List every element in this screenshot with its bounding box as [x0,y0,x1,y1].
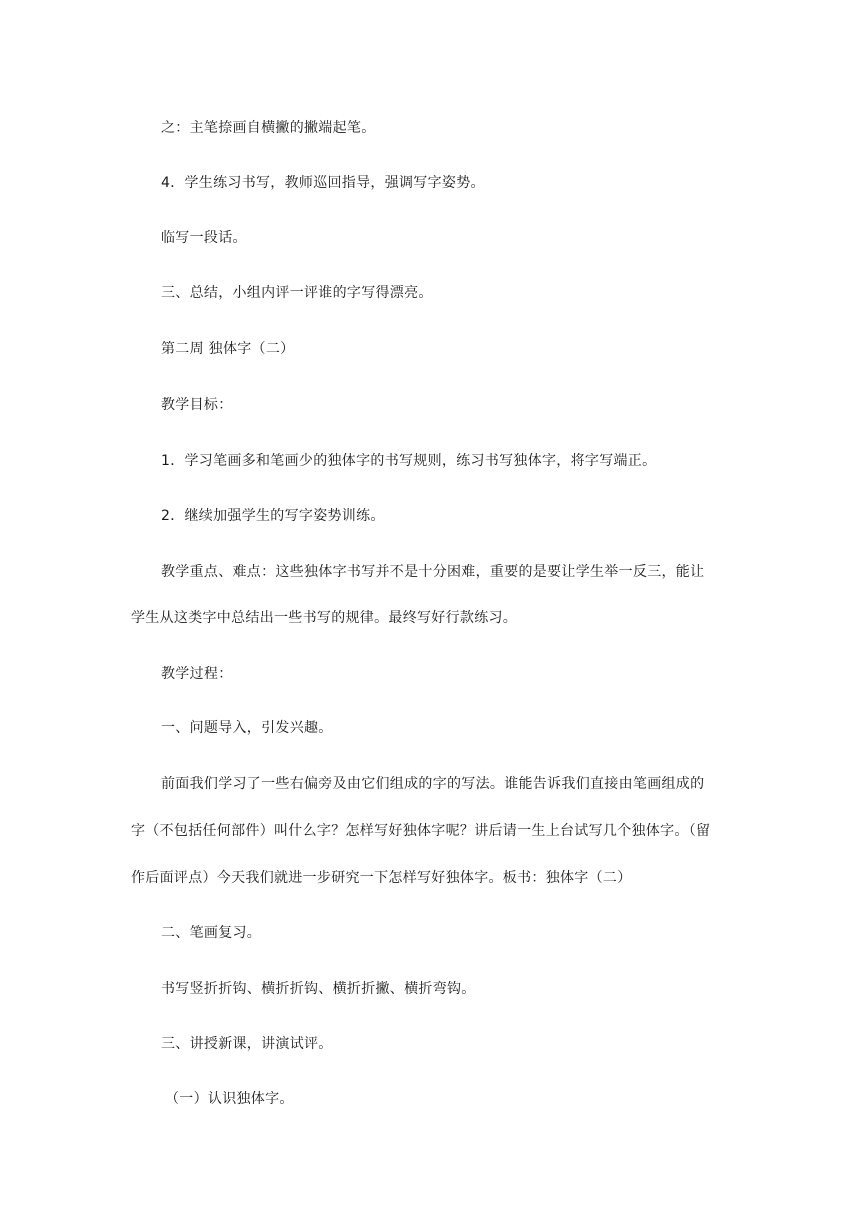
section-heading: 第二周 独体字（二） [161,341,295,357]
paragraph-line: 三、讲授新课，讲演试评。 [161,1036,333,1052]
paragraph-line: 字（不包括任何部件）叫什么字？怎样写好独体字呢？讲后请一生上台试写几个独体字。（留 [131,823,711,839]
paragraph-line: 书写竖折折钩、横折折钩、横折折撇、横折弯钩。 [161,981,476,997]
paragraph-line: 教学重点、难点：这些独体字书写并不是十分困难，重要的是要让学生举一反三，能让 [161,564,705,580]
paragraph-line: （一）认识独体字。 [165,1091,294,1107]
paragraph-line: 之：主笔捺画自横撇的撇端起笔。 [161,120,376,136]
paragraph-line: 学生从这类字中总结出一些书写的规律。最终写好行款练习。 [131,610,518,626]
paragraph-line: 2．继续加强学生的写字姿势训练。 [161,508,385,524]
paragraph-line: 三、总结，小组内评一评谁的字写得漂亮。 [161,285,433,301]
paragraph-line: 1．学习笔画多和笔画少的独体字的书写规则，练习书写独体字，将字写端正。 [161,453,657,469]
paragraph-line: 前面我们学习了一些右偏旁及由它们组成的字的写法。谁能告诉我们直接由笔画组成的 [161,776,705,792]
paragraph-line: 4．学生练习书写，教师巡回指导，强调写字姿势。 [161,175,485,191]
paragraph-line: 教学目标： [161,397,233,413]
paragraph-line: 二、笔画复习。 [161,925,262,941]
paragraph-line: 作后面评点）今天我们就进一步研究一下怎样写好独体字。板书：独体字（二） [131,870,632,886]
paragraph-line: 临写一段话。 [161,230,247,246]
paragraph-line: 一、问题导入，引发兴趣。 [161,720,333,736]
paragraph-line: 教学过程： [161,666,233,682]
